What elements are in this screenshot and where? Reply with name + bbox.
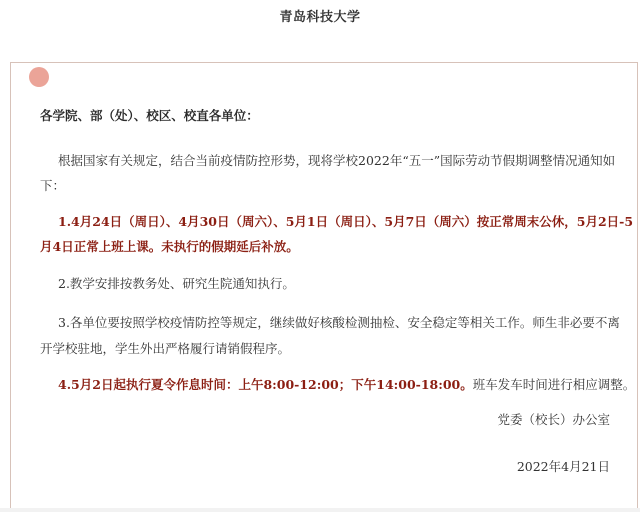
notice-intro-line2: 下： [40,178,66,193]
notice-addressee: 各学院、部（处）、校区、校直各单位： [40,108,259,123]
page-title: 青岛科技大学 [279,10,361,25]
notice-item3-line1: 3.各单位要按照学校疫情防控等规定，继续做好核酸检测抽检、安全稳定等相关工作。师生非必要不离 [58,315,620,330]
notice-intro-line1: 根据国家有关规定，结合当前疫情防控形势，现将学校2022年“五一”国际劳动节假期调整情况通知如 [58,153,616,168]
notice-signer: 党委（校长）办公室 [497,412,610,427]
notice-item4-emphasis: 4.5月2日起执行夏令作息时间：上午8:00-12:00；下午14:00-18:00。 [58,377,473,392]
notice-item4-rest: 班车发车时间进行相应调整。 [472,377,636,392]
notice-item3-line2: 开学校驻地，学生外出严格履行请销假程序。 [40,341,291,356]
notice-item2: 2.教学安排按教务处、研究生院通知执行。 [58,276,295,291]
bottom-divider [0,508,640,512]
notice-item4 [58,377,635,393]
notice-item1-line1: 1.4月24日（周日）、4月30日（周六）、5月1日（周日）、5月7日（周六）按正常周末公休，5月2日-5 [58,214,634,229]
notice-date: 2022年4月21日 [516,459,610,474]
decorative-dot-icon [29,67,49,87]
notice-item1-line2: 月4日正常上班上课。未执行的假期延后补放。 [40,239,299,254]
